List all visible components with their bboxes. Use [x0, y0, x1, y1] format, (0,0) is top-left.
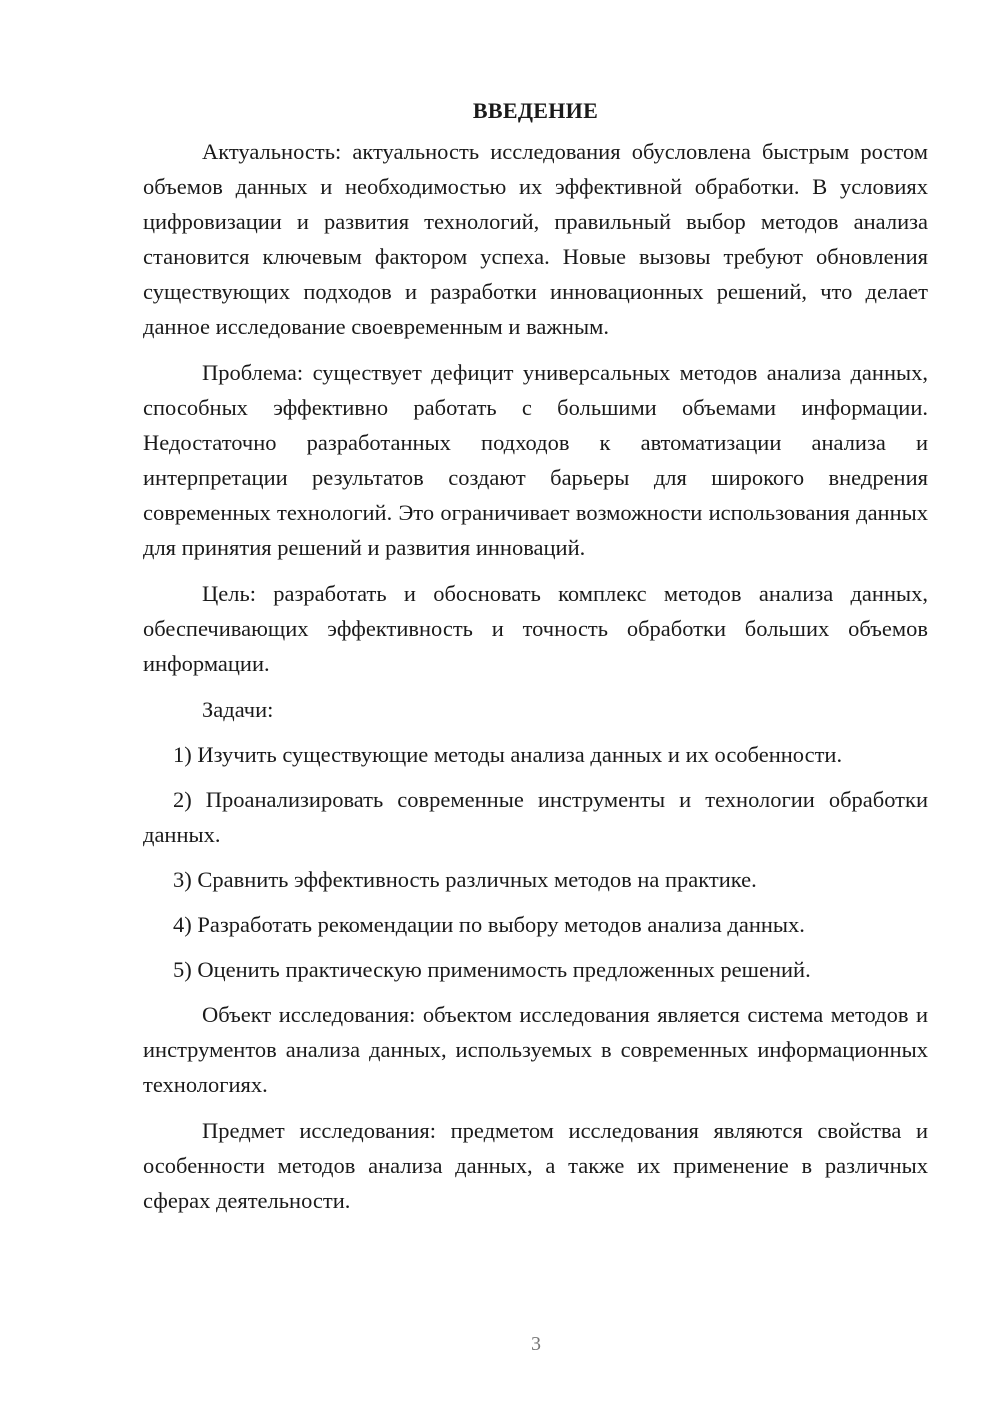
tasks-list [143, 737, 928, 987]
task-item-4: 4) Разработать рекомендации по выбору методов анализа данных. [173, 912, 805, 937]
page-title: ВВЕДЕНИЕ [472, 98, 599, 123]
task-item-1: 1) Изучить существующие методы анализа данных и их особенности. [173, 742, 843, 767]
document-page [143, 96, 928, 1229]
paragraph-problem: Проблема: существует дефицит универсальных методов анализа данных, способных эффективно работать с большими объемами информации. Недостаточно разработанных подходов к автоматизации анализа и интерпретации результатов создают барьеры для широкого внедрения современных технологий. Это ограничивает возможности использования данных для принятия решений и развития инноваций. [143, 360, 928, 560]
paragraph-relevance: Актуальность: актуальность исследования обусловлена быстрым ростом объемов данных и необходимостью их эффективной обработки. В условиях цифровизации и развития технологий, правильный выбор методов анализа становится ключевым фактором успеха. Новые вызовы требуют обновления существующих подходов и разработки инновационных решений, что делает данное исследование своевременным и важным. [143, 139, 928, 339]
paragraph-object: Объект исследования: объектом исследования является система методов и инструментов анализа данных, используемых в современных информационных технологиях. [143, 1002, 928, 1097]
tasks-heading: Задачи: [202, 697, 274, 722]
task-item-5: 5) Оценить практическую применимость предложенных решений. [173, 957, 811, 982]
task-item-2: 2) Проанализировать современные инструменты и технологии обработки данных. [143, 787, 928, 847]
paragraph-subject: Предмет исследования: предметом исследования являются свойства и особенности методов анализа данных, а также их применение в различных сферах деятельности. [143, 1118, 928, 1213]
task-item-3: 3) Сравнить эффективность различных методов на практике. [173, 867, 757, 892]
paragraph-goal: Цель: разработать и обосновать комплекс методов анализа данных, обеспечивающих эффективность и точность обработки больших объемов информации. [143, 581, 928, 676]
page-number: 3 [531, 1333, 541, 1355]
